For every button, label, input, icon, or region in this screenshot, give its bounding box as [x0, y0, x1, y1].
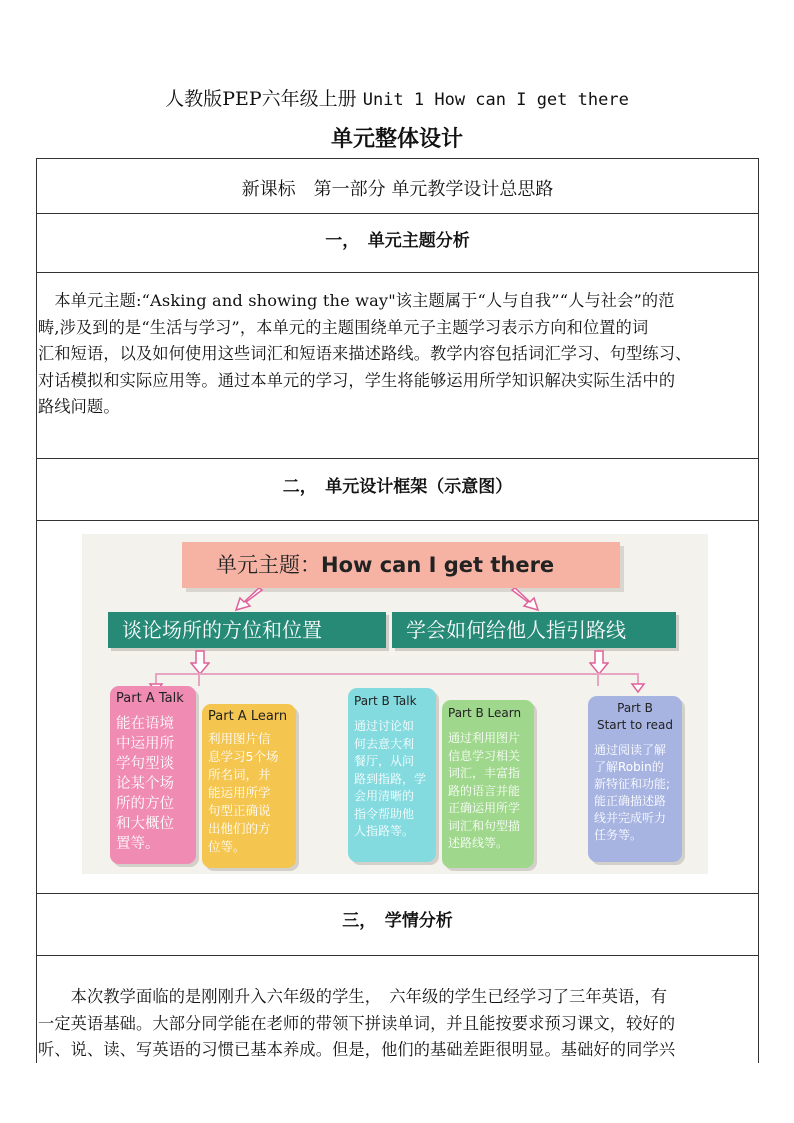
section-1-paragraph — [38, 288, 758, 421]
table-divider — [36, 272, 759, 273]
title-cn-b: 六年级上册 — [261, 88, 357, 110]
card-part-b-learn — [442, 700, 534, 868]
card-line: 何去意大利 — [354, 736, 415, 751]
section-3-heading: 三， 学情分析 — [342, 911, 453, 931]
table-divider — [36, 893, 759, 894]
card-line: 能在语境 — [116, 716, 174, 732]
unit-framework-diagram — [82, 534, 708, 874]
card-line: 新特征和功能; — [594, 777, 671, 791]
card-line: 所名词，并 — [208, 767, 271, 782]
card-body — [116, 714, 190, 854]
paragraph-line: 一定英语基础。大部分同学能在老师的带领下拼读单词，并且能按要求预习课文，较好的 — [38, 1013, 676, 1033]
paragraph-line: 路线问题。 — [38, 397, 120, 416]
card-title-2: Start to read — [596, 718, 673, 732]
card-line: 指令帮助他 — [354, 806, 415, 821]
card-line: 通过讨论如 — [354, 719, 415, 733]
card-line: 词汇，丰富指 — [448, 766, 521, 780]
paragraph-line: 听、说、读、写英语的习惯已基本养成。但是，他们的基础差距很明显。基础好的同学兴 — [38, 1040, 676, 1059]
card-line: 词汇和句型描 — [448, 818, 521, 833]
card-line: 能正确描述路 — [594, 794, 667, 808]
card-line: 学句型谈 — [116, 756, 174, 772]
table-divider — [36, 458, 759, 459]
section-2-heading: 二， 单元设计框架（示意图） — [282, 477, 513, 497]
paragraph-line: 汇和短语，以及如何使用这些词汇和短语来描述路线。教学内容包括词汇学习、句型练习、 — [38, 344, 692, 363]
card-line: 能运用所学 — [208, 785, 271, 800]
top-heading: 新课标 第一部分 单元教学设计总思路 — [241, 179, 554, 200]
card-part-b-talk — [348, 688, 436, 862]
section-1-heading: 一， 单元主题分析 — [325, 231, 470, 251]
card-line: 信息学习相关 — [448, 748, 521, 763]
branch-left: 谈论场所的方位和位置 — [108, 612, 386, 648]
card-line: 述路线等。 — [448, 836, 509, 850]
card-title: Part B — [617, 701, 653, 715]
card-line: 通过利用图片 — [448, 731, 521, 745]
card-body — [448, 730, 528, 853]
card-title: Part A Learn — [208, 709, 288, 724]
card-line: 通过阅读了解 — [594, 743, 667, 757]
card-body — [208, 730, 290, 856]
document-title — [0, 84, 794, 111]
card-body — [354, 718, 430, 841]
card-part-b-read — [588, 696, 682, 862]
title-cn-a: 人教版 — [165, 88, 223, 110]
card-line: 利用图片信 — [208, 731, 271, 746]
card-line: 线并完成听力 — [594, 811, 667, 825]
branch-right: 学会如何给他人指引路线 — [392, 612, 676, 648]
document-subtitle: 单元整体设计 — [330, 127, 463, 152]
card-line: 息学习5个场 — [208, 749, 279, 764]
paragraph-line: 对话模拟和实际应用等。通过本单元的学习，学生将能够运用所学知识解决实际生活中的 — [38, 370, 676, 390]
card-line: 所的方位 — [116, 796, 174, 812]
paragraph-line: 本次教学面临的是刚刚升入六年级的学生， 六年级的学生已经学习了三年英语，有 — [38, 987, 668, 1006]
title-en: Unit 1 How can I get there — [362, 90, 629, 110]
card-line: 置等。 — [116, 836, 160, 852]
card-line: 出他们的方 — [208, 821, 271, 836]
paragraph-line: 本单元主题:“Asking and showing the way"该主题属于“人与自我”“人与社会”的范 — [38, 291, 675, 310]
card-line: 路到指路，学 — [354, 771, 427, 786]
card-line: 会用清晰的 — [354, 789, 415, 803]
card-line: 论某个场 — [116, 776, 174, 792]
table-divider — [36, 213, 759, 214]
card-part-a-learn — [202, 704, 296, 868]
card-line: 任务等。 — [594, 828, 643, 842]
theme-prefix: 单元主题： — [216, 553, 321, 577]
card-line: 中运用所 — [116, 736, 174, 752]
theme-title: How can I get there — [321, 553, 555, 577]
card-line: 正确运用所学 — [448, 801, 521, 815]
card-line: 位等。 — [208, 839, 246, 854]
card-title: Part B Talk — [354, 694, 417, 708]
card-line: 人指路等。 — [354, 824, 415, 838]
title-pep: PEP — [222, 88, 262, 110]
card-line: 餐厅，从问 — [354, 754, 415, 768]
card-title: Part A Talk — [116, 691, 184, 706]
section-3-paragraph — [38, 984, 758, 1064]
card-line: 了解Robin的 — [594, 760, 664, 774]
card-line: 路的语言并能 — [448, 783, 521, 798]
table-divider — [36, 520, 759, 521]
card-body — [594, 742, 676, 844]
card-title: Part B Learn — [448, 706, 522, 720]
card-line: 句型正确说 — [208, 803, 271, 818]
table-divider — [36, 955, 759, 956]
card-part-a-talk — [110, 686, 196, 864]
paragraph-line: 畴,涉及到的是“生活与学习”，本单元的主题围绕单元子主题学习表示方向和位置的词 — [38, 317, 649, 337]
card-line: 和大概位 — [116, 816, 174, 832]
